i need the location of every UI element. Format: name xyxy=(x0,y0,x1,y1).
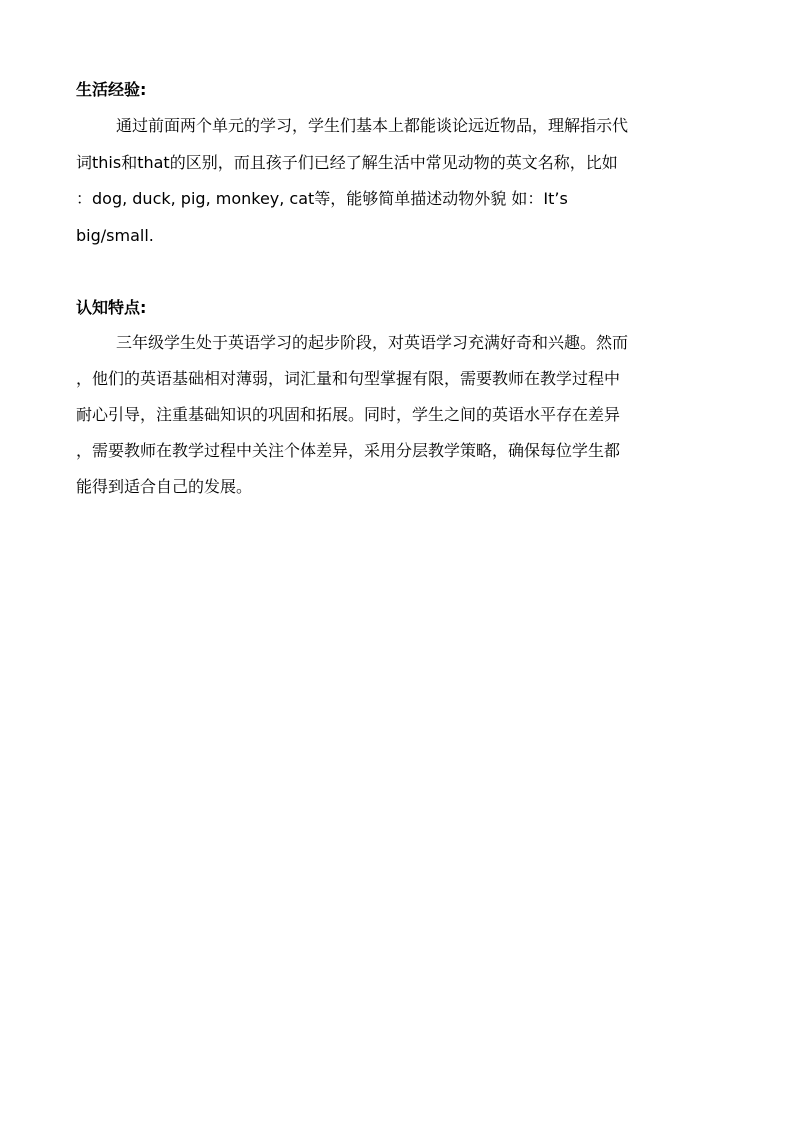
cognitive-features-heading: 认知特点: xyxy=(76,298,147,317)
paragraph-line: 能得到适合自己的发展。 xyxy=(76,477,253,496)
paragraph-line: ：dog, duck, pig, monkey, cat等，能够简单描述动物外貌 如：It’s xyxy=(76,189,568,208)
paragraph-line: 词this和that的区别，而且孩子们已经了解生活中常见动物的英文名称，比如 xyxy=(76,153,618,172)
life-experience-heading: 生活经验: xyxy=(76,80,147,99)
paragraph-line: ，需要教师在教学过程中关注个体差异，采用分层教学策略，确保每位学生都 xyxy=(76,441,621,460)
paragraph-line: 通过前面两个单元的学习，学生们基本上都能谈论远近物品，理解指示代 xyxy=(116,116,629,135)
paragraph-line: 耐心引导，注重基础知识的巩固和拓展。同时，学生之间的英语水平存在差异 xyxy=(76,405,621,424)
paragraph-line: ，他们的英语基础相对薄弱，词汇量和句型掌握有限，需要教师在教学过程中 xyxy=(76,369,621,388)
paragraph-line: 三年级学生处于英语学习的起步阶段，对英语学习充满好奇和兴趣。然而 xyxy=(116,333,629,352)
paragraph-line: big/small. xyxy=(76,226,154,245)
